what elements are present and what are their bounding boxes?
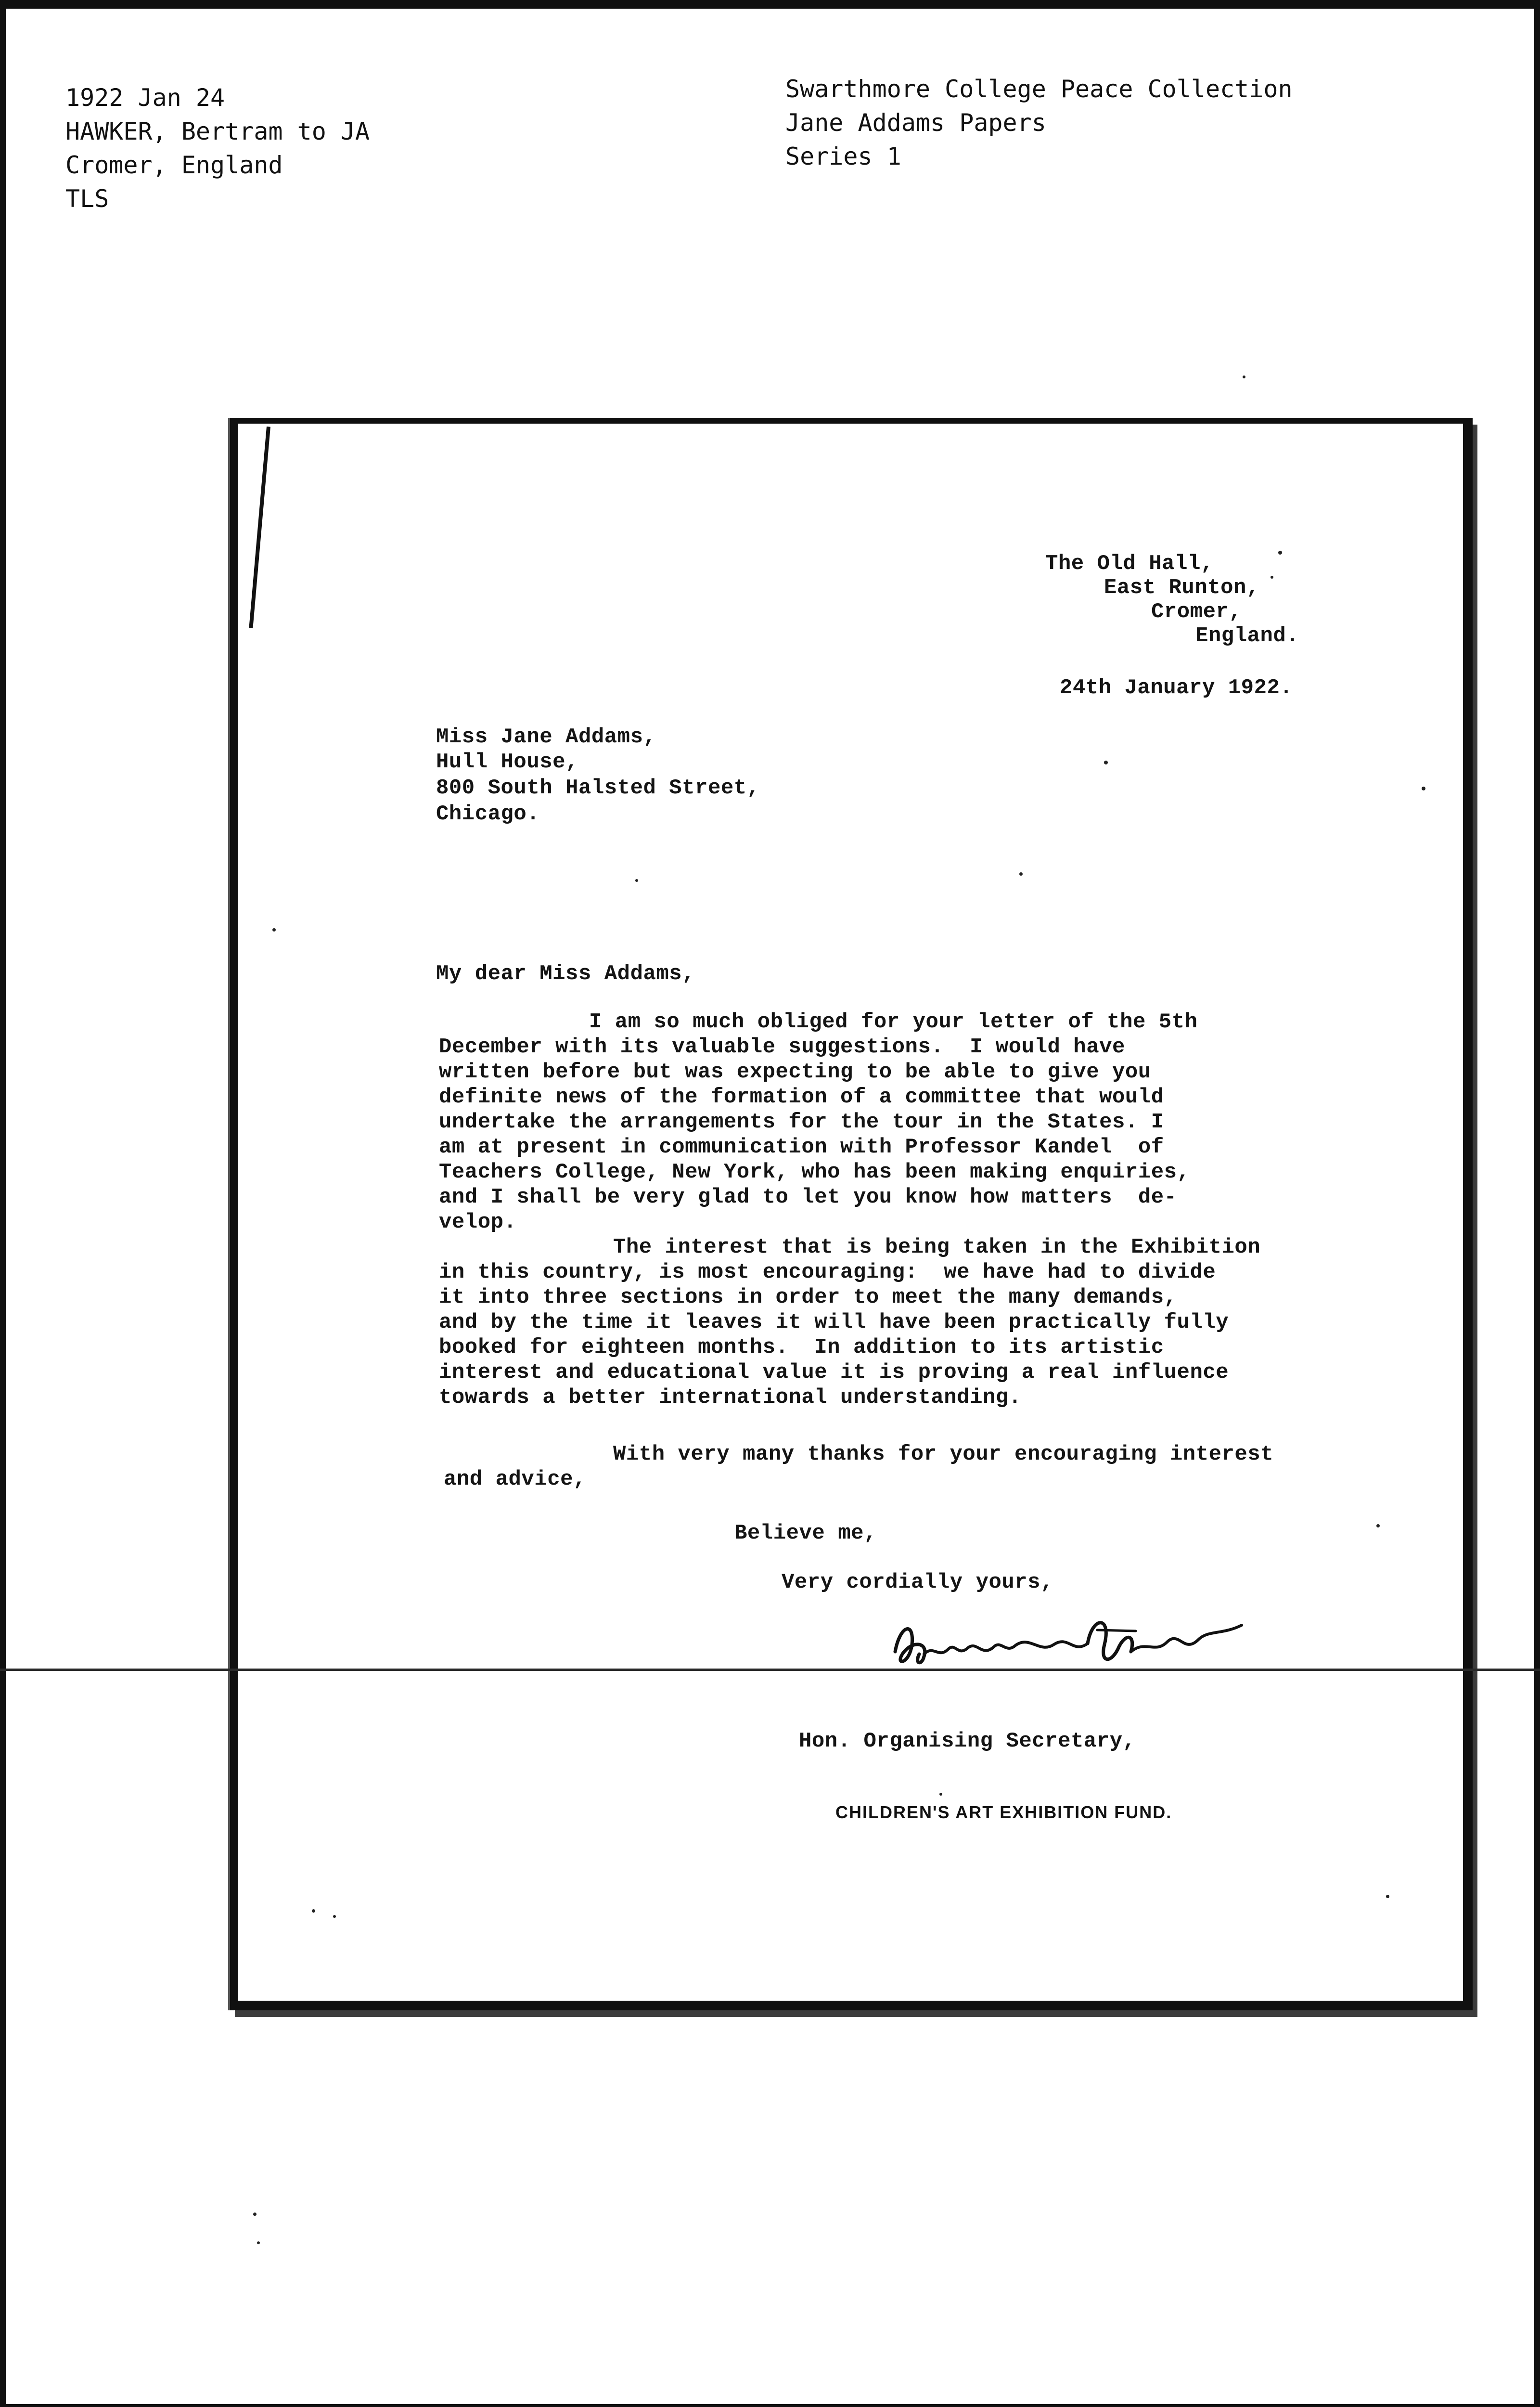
salutation: My dear Miss Addams,	[436, 962, 695, 986]
scan-speck	[1278, 551, 1282, 555]
organization-name: CHILDREN'S ART EXHIBITION FUND.	[835, 1802, 1172, 1822]
letter-sheet	[230, 418, 1473, 2010]
body-line: interest and educational value it is proving a real influence	[439, 1360, 1229, 1385]
citation-date: 1922 Jan 24	[65, 84, 225, 112]
citation-correspondents: HAWKER, Bertram to JA	[65, 117, 370, 145]
body-line: written before but was expecting to be able to give you	[439, 1060, 1151, 1084]
body-line: and I shall be very glad to let you know how matters de-	[439, 1185, 1177, 1209]
scan-speck	[939, 1793, 942, 1796]
signer-title: Hon. Organising Secretary,	[799, 1729, 1136, 1753]
scan-seam	[0, 1669, 1540, 1671]
recipient-address-line: 800 South Halsted Street,	[436, 776, 760, 800]
body-line: undertake the arrangements for the tour in the States. I	[439, 1110, 1164, 1134]
scan-border-bottom	[0, 2404, 1540, 2407]
sender-address-line: Cromer,	[1151, 600, 1242, 624]
body-line: and by the time it leaves it will have been practically fully	[439, 1310, 1229, 1334]
collection-info	[785, 72, 1293, 173]
scan-speck	[272, 928, 276, 932]
scan-speck	[1243, 375, 1245, 378]
citation-type: TLS	[65, 185, 109, 213]
body-line: Teachers College, New York, who has been making enquiries,	[439, 1160, 1190, 1184]
body-line: in this country, is most encouraging: we have had to divide	[439, 1260, 1216, 1284]
letter-date: 24th January 1922.	[1060, 676, 1293, 700]
collection-papers: Jane Addams Papers	[785, 109, 1046, 137]
body-line: it into three sections in order to meet the many demands,	[439, 1285, 1177, 1309]
handwritten-signature	[886, 1606, 1251, 1678]
body-line: definite news of the formation of a committee that would	[439, 1085, 1164, 1109]
body-line: booked for eighteen months. In addition to its artistic	[439, 1335, 1164, 1359]
scan-border-left	[0, 0, 6, 2407]
body-line: With very many thanks for your encouraging interest	[613, 1442, 1274, 1466]
scan-speck	[1422, 787, 1425, 790]
scan-speck	[312, 1909, 315, 1913]
body-line: velop.	[439, 1210, 517, 1234]
scan-speck	[635, 879, 638, 882]
scan-speck	[253, 2213, 257, 2216]
sender-address-line: The Old Hall,	[1045, 552, 1214, 576]
recipient-address-line: Hull House,	[436, 750, 578, 774]
recipient-address-line: Chicago.	[436, 802, 540, 826]
scan-border-right	[1534, 0, 1540, 2407]
body-line: and advice,	[444, 1467, 586, 1491]
collection-series: Series 1	[785, 142, 901, 170]
closing-believe-me: Believe me,	[734, 1521, 877, 1545]
scan-border-top	[0, 0, 1540, 9]
scan-speck	[257, 2241, 260, 2244]
scan-speck	[1019, 872, 1023, 876]
scan-speck	[333, 1915, 336, 1918]
scan-speck	[1386, 1895, 1389, 1898]
body-line: am at present in communication with Professor Kandel of	[439, 1135, 1164, 1159]
body-line: towards a better international understanding.	[439, 1385, 1022, 1410]
sender-address-line: England.	[1195, 624, 1299, 648]
body-line: The interest that is being taken in the Exhibition	[613, 1235, 1261, 1259]
body-line: December with its valuable suggestions. I would have	[439, 1035, 1125, 1059]
archive-citation	[65, 81, 370, 216]
recipient-address-line: Miss Jane Addams,	[436, 725, 656, 749]
closing-cordially: Very cordially yours,	[782, 1570, 1053, 1594]
sender-address-line: East Runton,	[1104, 576, 1259, 600]
collection-name: Swarthmore College Peace Collection	[785, 75, 1293, 103]
scan-speck	[1270, 576, 1273, 579]
scan-speck	[1376, 1524, 1380, 1527]
body-line: I am so much obliged for your letter of the 5th	[589, 1010, 1198, 1034]
citation-place: Cromer, England	[65, 151, 283, 179]
scan-speck	[1104, 761, 1108, 764]
